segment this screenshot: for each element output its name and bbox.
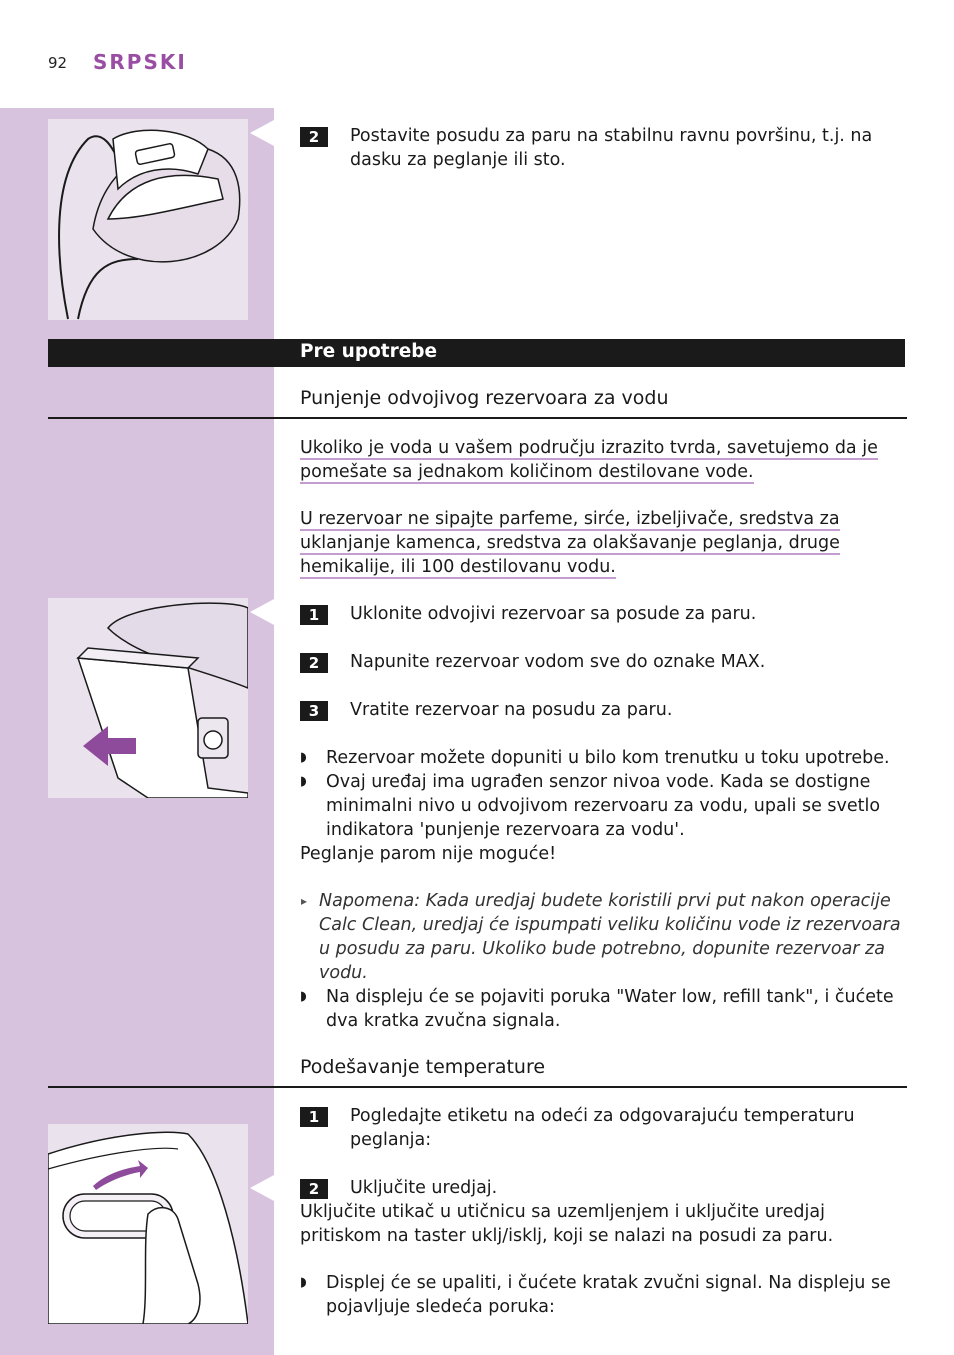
section-header-bar: [48, 339, 905, 367]
note-text: Napomena: Kada uredjaj budete koristili prvi put nakon operacije Calc Clean, uredjaj će ispumpati veliku količinu vode iz rezervoara u posudu za paru. Ukoliko bude potrebno, dopunite rezervoar za vodu.: [319, 891, 901, 983]
step-number: 3: [300, 701, 328, 721]
note-arrow-icon: ▸: [301, 894, 308, 908]
triangle-bullet-icon: ◗: [300, 774, 307, 789]
step-number: 2: [300, 653, 328, 673]
triangle-bullet-icon: ◗: [300, 750, 307, 765]
step-text: Napunite rezervoar vodom sve do oznake MAX.: [350, 652, 766, 672]
triangle-bullet-icon: ◗: [300, 989, 307, 1004]
subsection-rule: [48, 417, 907, 419]
bullet-text: Displej će se upaliti, i čućete kratak zvučni signal. Na displeju se pojavljuje sledeća poruka:: [326, 1273, 891, 1317]
plain-note: Peglanje parom nije moguće!: [300, 844, 557, 864]
step-number: 2: [300, 127, 328, 147]
bullet-text: Ovaj uređaj ima ugrađen senzor nivoa vode. Kada se dostigne minimalni nivo u odvojivom rezervoaru za vodu, upali se svetlo indikatora 'punjenje rezervoara za vodu'.: [326, 772, 881, 840]
section-title: Pre upotrebe: [300, 341, 438, 362]
step-text: Postavite posudu za paru na stabilnu ravnu površinu, t.j. na dasku za peglanje ili sto.: [350, 126, 873, 170]
step-number: 1: [300, 605, 328, 625]
subsection-heading-fill-tank: Punjenje odvojivog rezervoara za vodu: [300, 387, 669, 409]
callout-pointer: [250, 120, 274, 146]
step-text: Pogledajte etiketu na odeći za odgovarajuću temperaturu peglanja:: [350, 1106, 855, 1150]
bullet-text: Rezervoar možete dopuniti u bilo kom trenutku u toku upotrebe.: [326, 748, 890, 768]
step-detail: Uključite utikač u utičnicu sa uzemljenjem i uključite uredjaj pritiskom na taster uklj/isklj, koji se nalazi na posudi za paru.: [300, 1202, 834, 1246]
triangle-bullet-icon: ◗: [300, 1275, 307, 1290]
warning-hard-water: [300, 436, 900, 484]
warning-hard-water-text: Ukoliko je voda u vašem području izrazito tvrda, savetujemo da je pomešate sa jednakom količinom destilovane vode.: [300, 438, 878, 482]
bullet-text: Na displeju će se pojaviti poruka "Water low, refill tank", i čućete dva kratka zvučna signala.: [326, 987, 894, 1031]
subsection-rule: [48, 1086, 907, 1088]
callout-pointer: [250, 599, 274, 625]
callout-pointer: [250, 1175, 274, 1201]
step-text: Uklonite odvojivi rezervoar sa posude za paru.: [350, 604, 757, 624]
warning-additives-text: U rezervoar ne sipajte parfeme, sirće, izbeljivače, sredstva za uklanjanje kamenca, sredstva za olakšavanje peglanja, druge hemikalije, ili 100 destilovanu vodu.: [300, 509, 840, 577]
step-number: 1: [300, 1107, 328, 1127]
language-title: SRPSKI: [93, 50, 187, 74]
water-tank-removal-illustration: [48, 598, 248, 798]
steam-generator-illustration: [48, 119, 248, 320]
step-text: Vratite rezervoar na posudu za paru.: [350, 700, 673, 720]
step-number: 2: [300, 1179, 328, 1199]
warning-additives: [300, 507, 900, 579]
page-number: 92: [48, 54, 68, 72]
power-button-illustration: [48, 1124, 248, 1324]
step-text: Uključite uredjaj.: [350, 1178, 498, 1198]
subsection-heading-temperature: Podešavanje temperature: [300, 1056, 546, 1078]
